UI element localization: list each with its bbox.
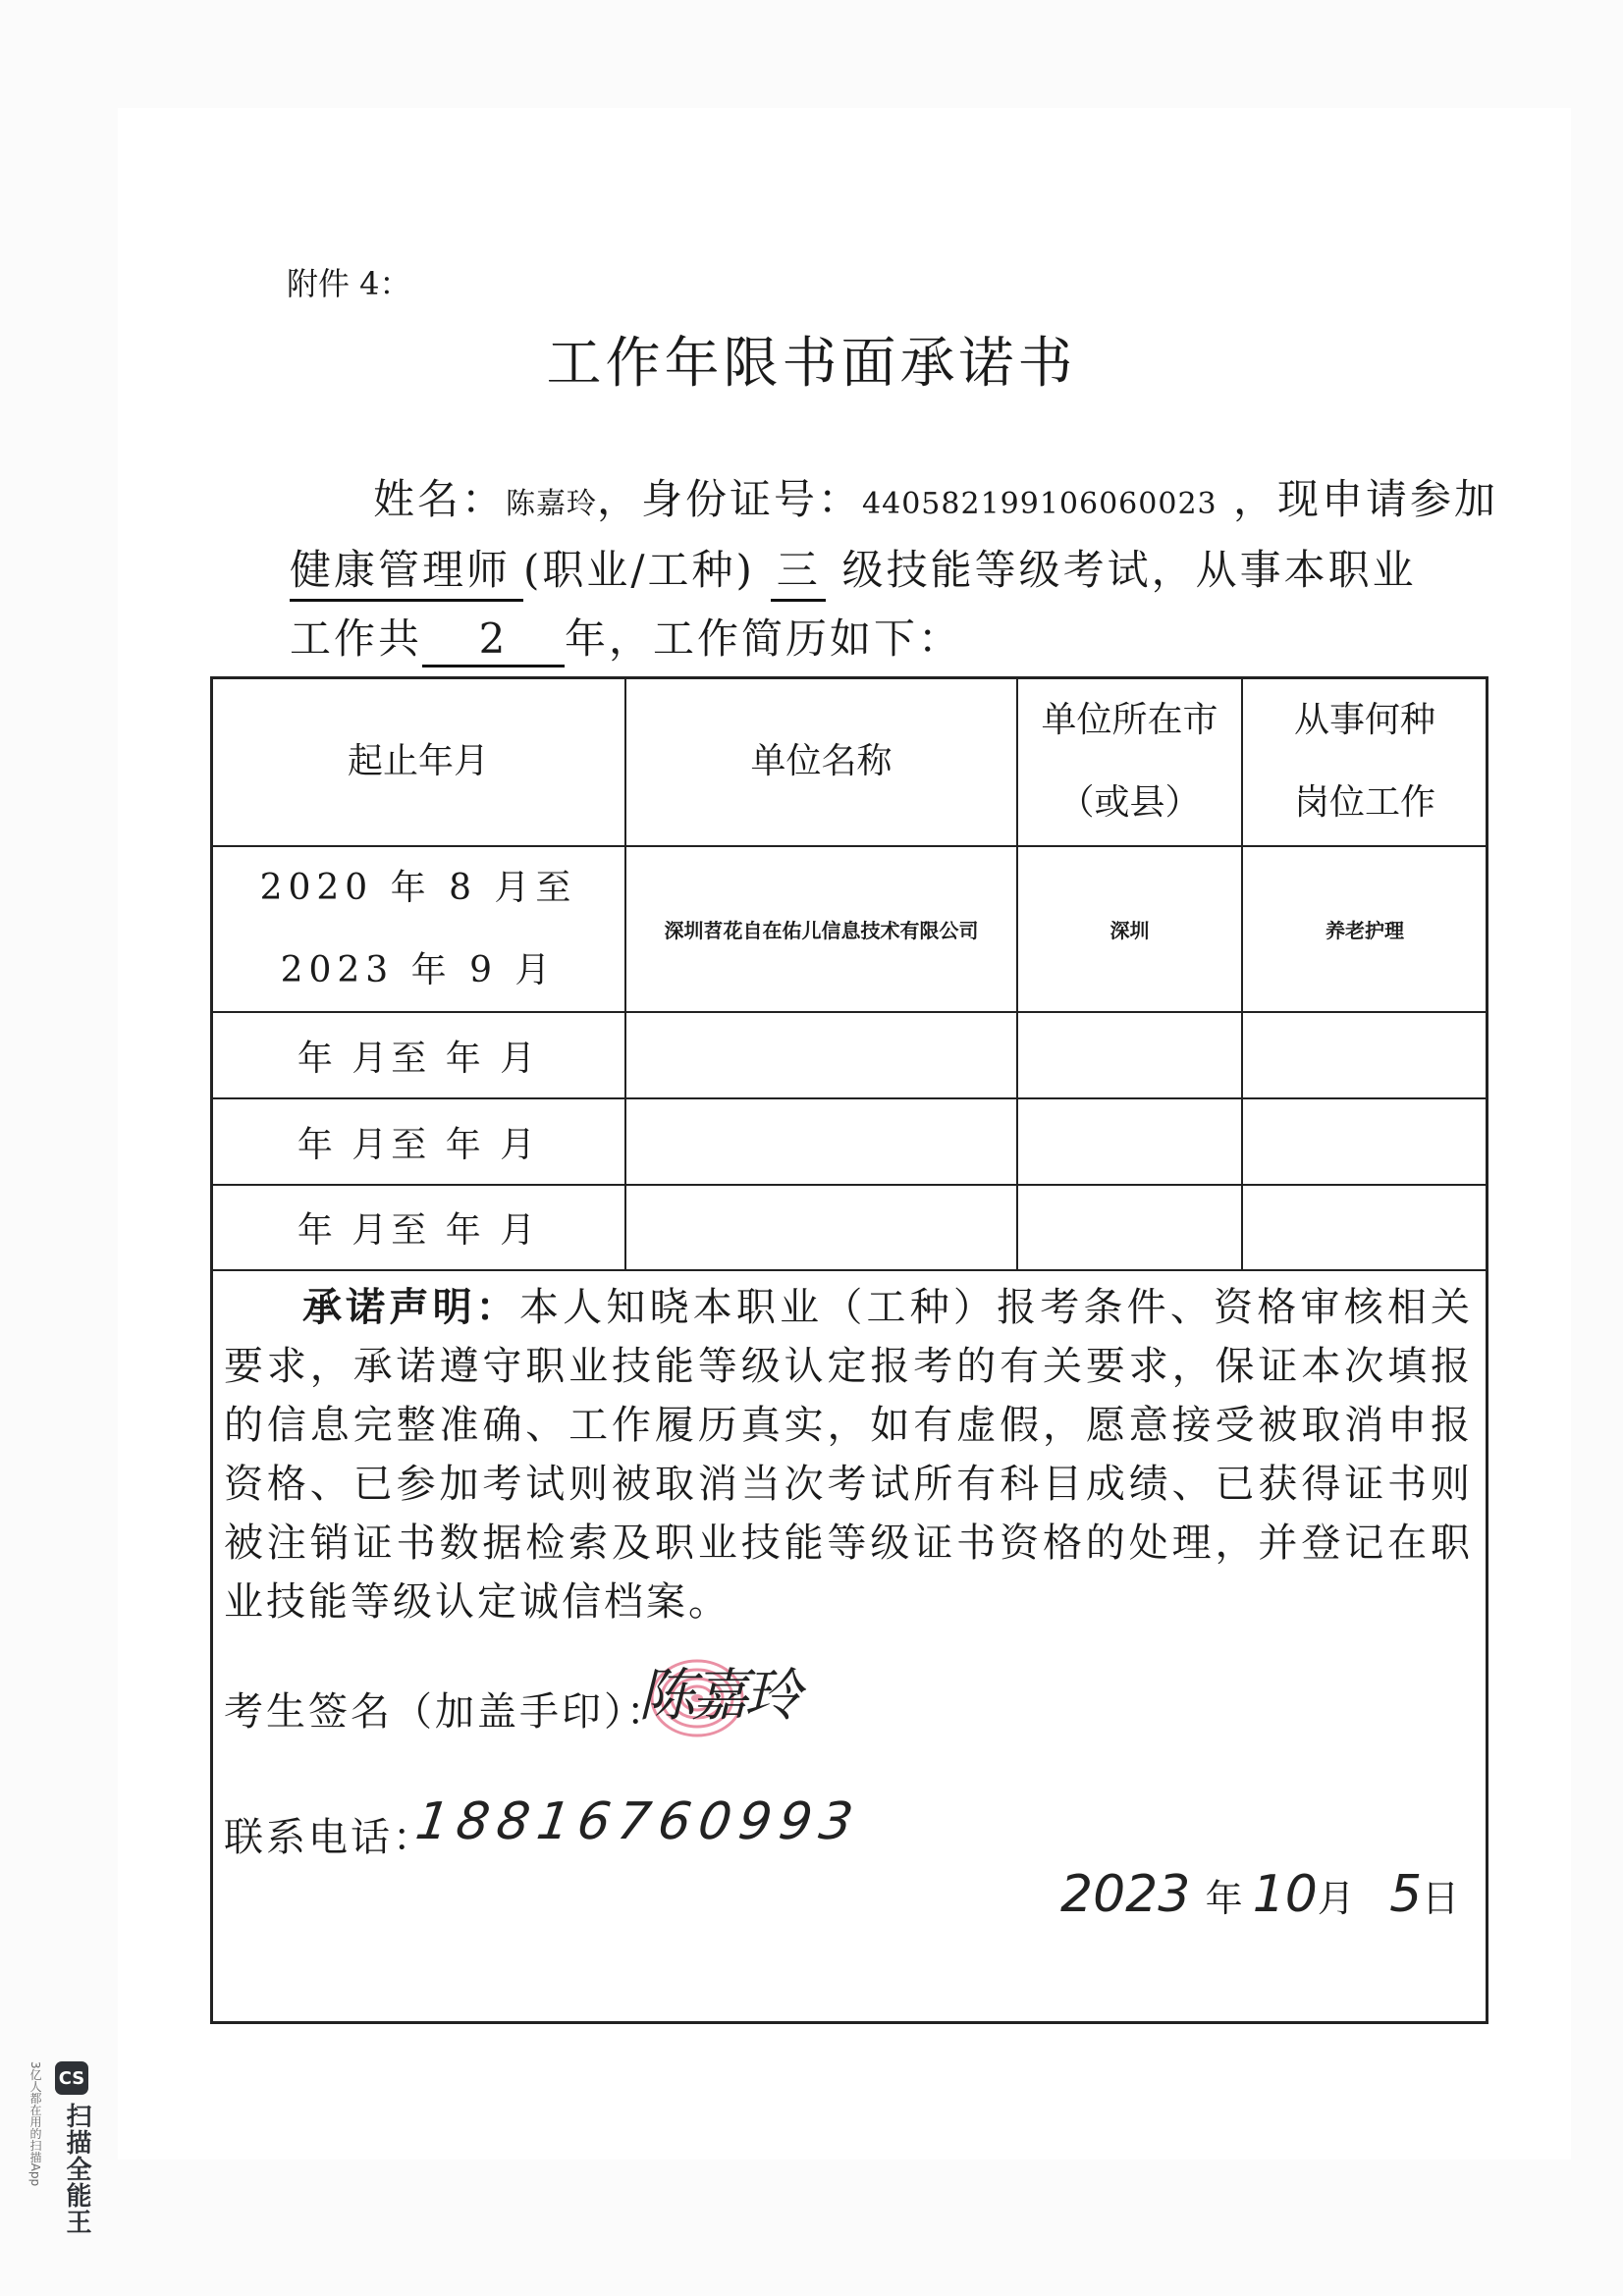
handwritten-signature: 陈嘉玲: [638, 1662, 798, 1729]
promise-body: 本人知晓本职业（工种）报考条件、资格审核相关要求，承诺遵守职业技能等级认定报考的有关要求，保证本次填报的信息完整准确、工作履历真实，如有虚假，愿意接受被取消申报资格、已参加考试则被取消当次考试所有科目成绩、已获得证书则被注销证书数据检索及职业技能等级证书资格的处理，并登记在职业技能等级认定诚信档案。: [224, 1285, 1474, 1625]
header-city: 单位所在市 （或县）: [1041, 700, 1218, 823]
promise-statement: [224, 1278, 1473, 1631]
occupation-suffix: (职业/工种): [523, 546, 755, 594]
level-suffix: 级技能等级考试，从事本职业: [841, 546, 1417, 594]
row-2-period: 年 月至 年 月: [297, 1038, 540, 1079]
row-1-city: 深圳: [1109, 919, 1150, 942]
row-1-position: 养老护理: [1325, 919, 1404, 942]
row-1-company: 深圳苕花自在佑儿信息技术有限公司: [664, 919, 979, 942]
promise-heading: 承诺声明：: [302, 1284, 519, 1330]
header-position: 从事何种 岗位工作: [1293, 700, 1435, 823]
intro-line-2: [290, 538, 1417, 602]
row-1-period: 2020 年 8 月至 2023 年 9 月: [259, 867, 577, 990]
phone-label: 联系电话：: [224, 1815, 435, 1860]
scanner-watermark: [28, 2061, 91, 2277]
handwritten-phone: 18816760993: [411, 1792, 865, 1851]
comma: ，: [597, 475, 642, 523]
date-day-unit: 日: [1422, 1877, 1460, 1920]
years-prefix: 工作共: [290, 614, 423, 663]
table-bottom-divider: [210, 1269, 1488, 1271]
intro-line-1: [373, 467, 1498, 526]
signature-label: 考生签名（加盖手印）：: [224, 1689, 669, 1735]
occupation-value: 健康管理师: [290, 538, 523, 602]
id-value: 440582199106060023: [862, 487, 1217, 521]
years-value: 2: [422, 614, 565, 667]
level-value: 三: [771, 538, 826, 602]
date-month-unit: 月: [1317, 1877, 1355, 1920]
row-4-period: 年 月至 年 月: [297, 1210, 540, 1251]
document-title: 工作年限书面承诺书: [546, 332, 1077, 396]
apply-text: ，现申请参加: [1232, 475, 1498, 523]
name-label: 姓名：: [373, 475, 507, 523]
intro-line-3: [290, 607, 962, 667]
signing-date: [1060, 1865, 1459, 1924]
name-value: 陈嘉玲: [506, 487, 598, 521]
row-3-period: 年 月至 年 月: [297, 1124, 540, 1165]
date-day: 5: [1389, 1865, 1423, 1924]
header-company: 单位名称: [750, 741, 893, 781]
id-label: 身份证号：: [641, 475, 863, 523]
camscanner-logo-icon: CS: [55, 2061, 88, 2095]
attachment-label: 附件 4：: [287, 265, 411, 302]
date-year-unit: 年: [1205, 1877, 1243, 1920]
watermark-app-name: 扫描全能王: [62, 2103, 91, 2235]
watermark-tagline: 3亿人都在用的扫描App: [28, 2061, 42, 2187]
date-year: 2023: [1060, 1865, 1191, 1924]
years-suffix: 年，工作简历如下：: [565, 614, 963, 663]
header-period: 起止年月: [347, 741, 489, 781]
date-month: 10: [1252, 1865, 1318, 1924]
